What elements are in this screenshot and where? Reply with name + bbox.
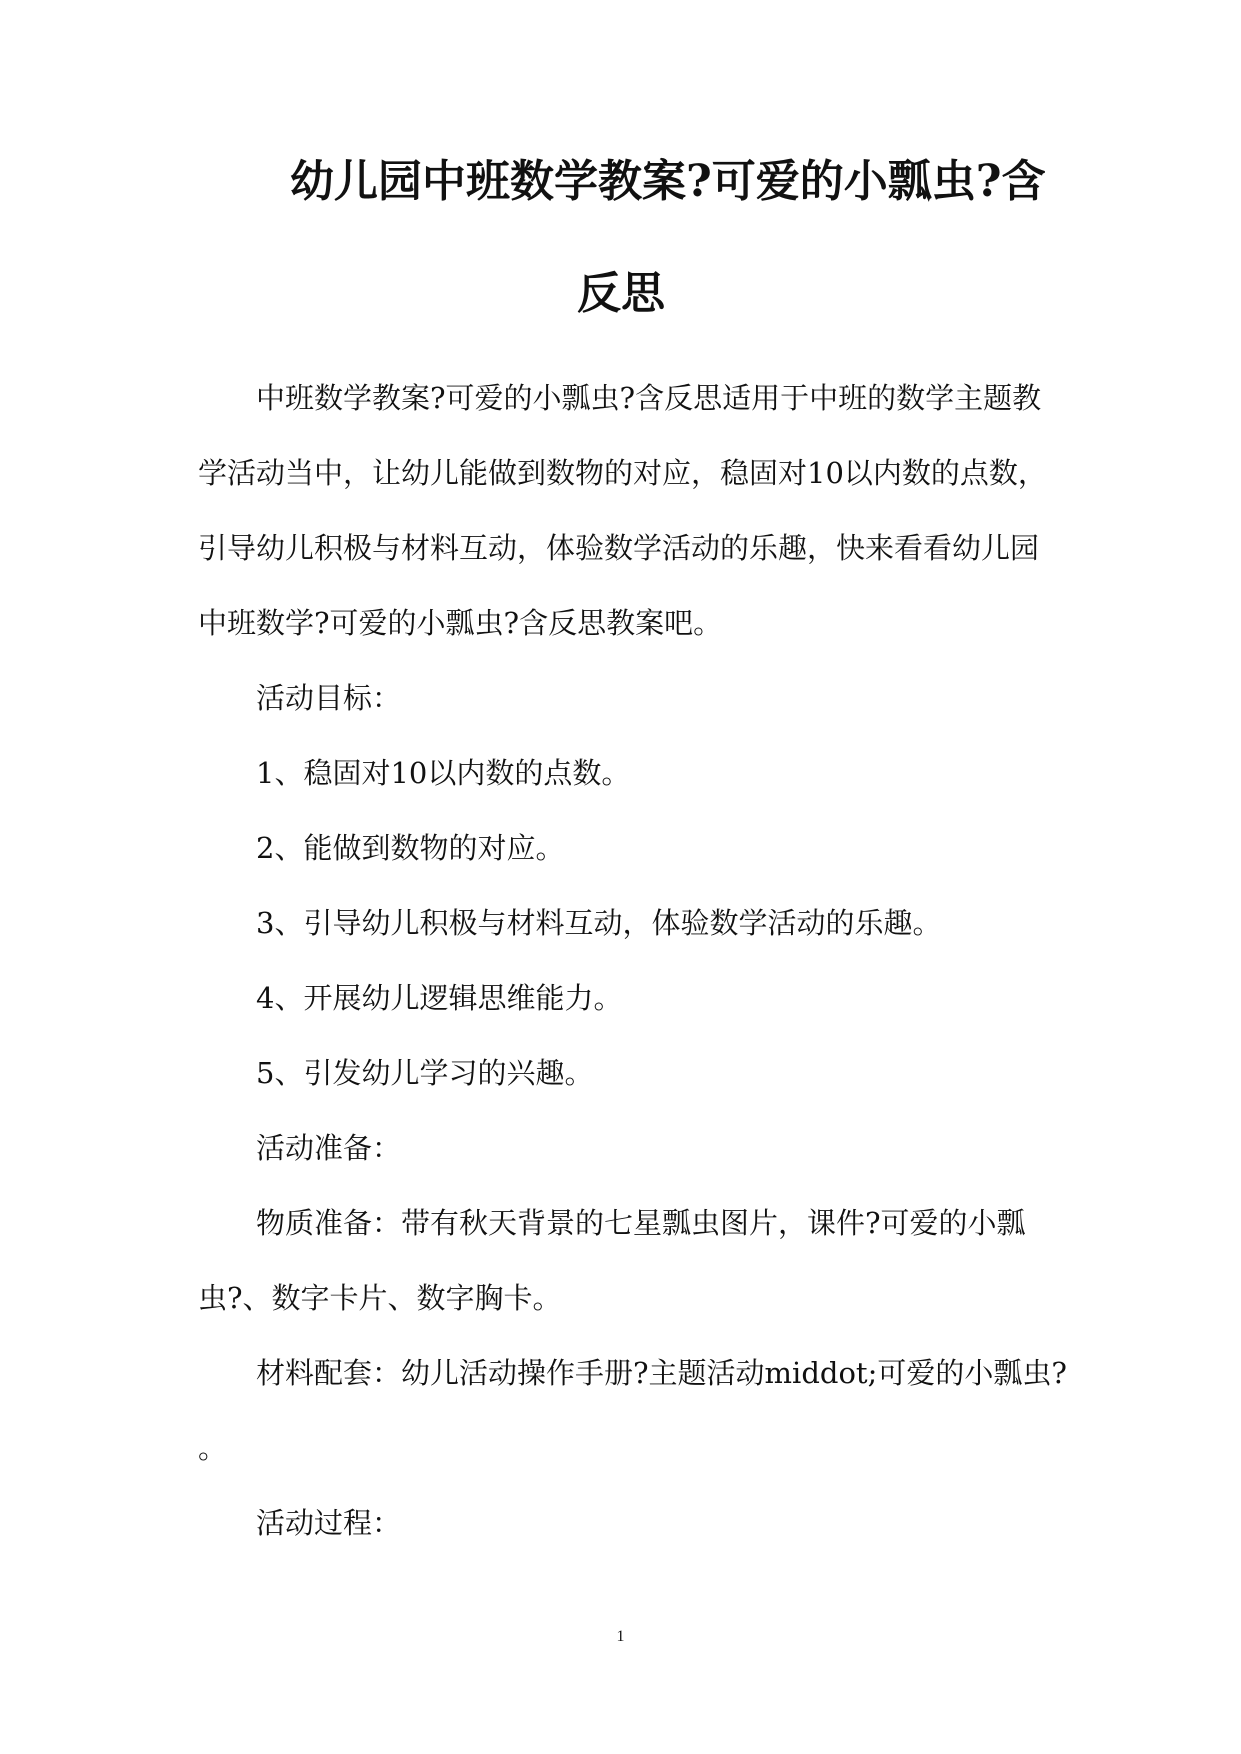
prep-kit-line-2: 。 [198, 1431, 228, 1465]
process-heading: 活动过程： [256, 1506, 402, 1540]
prep-material-line-1: 物质准备：带有秋天背景的七星瓢虫图片，课件?可爱的小瓢 [256, 1206, 1026, 1240]
intro-line-4: 中班数学?可爱的小瓢虫?含反思教案吧。 [198, 606, 723, 640]
goal-item-1: 1、稳固对10以内数的点数。 [256, 756, 631, 790]
goals-heading: 活动目标： [256, 681, 402, 715]
intro-line-2: 学活动当中，让幼儿能做到数物的对应，稳固对10以内数的点数， [198, 456, 1047, 490]
document-title-line-1: 幼儿园中班数学教案?可爱的小瓢虫?含 [290, 156, 1046, 207]
prep-heading: 活动准备： [256, 1131, 402, 1165]
intro-line-1: 中班数学教案?可爱的小瓢虫?含反思适用于中班的数学主题教 [256, 381, 1042, 415]
prep-kit-line-1: 材料配套：幼儿活动操作手册?主题活动middot;可爱的小瓢虫? [256, 1356, 1067, 1390]
goal-item-5: 5、引发幼儿学习的兴趣。 [256, 1056, 594, 1090]
goal-item-2: 2、能做到数物的对应。 [256, 831, 565, 865]
goal-item-3: 3、引导幼儿积极与材料互动，体验数学活动的乐趣。 [256, 906, 942, 940]
document-title-line-2: 反思 [577, 268, 665, 319]
intro-line-3: 引导幼儿积极与材料互动，体验数学活动的乐趣，快来看看幼儿园 [198, 531, 1040, 565]
prep-material-line-2: 虫?、数字卡片、数字胸卡。 [198, 1281, 562, 1315]
page-number: 1 [616, 1628, 625, 1645]
goal-item-4: 4、开展幼儿逻辑思维能力。 [256, 981, 623, 1015]
